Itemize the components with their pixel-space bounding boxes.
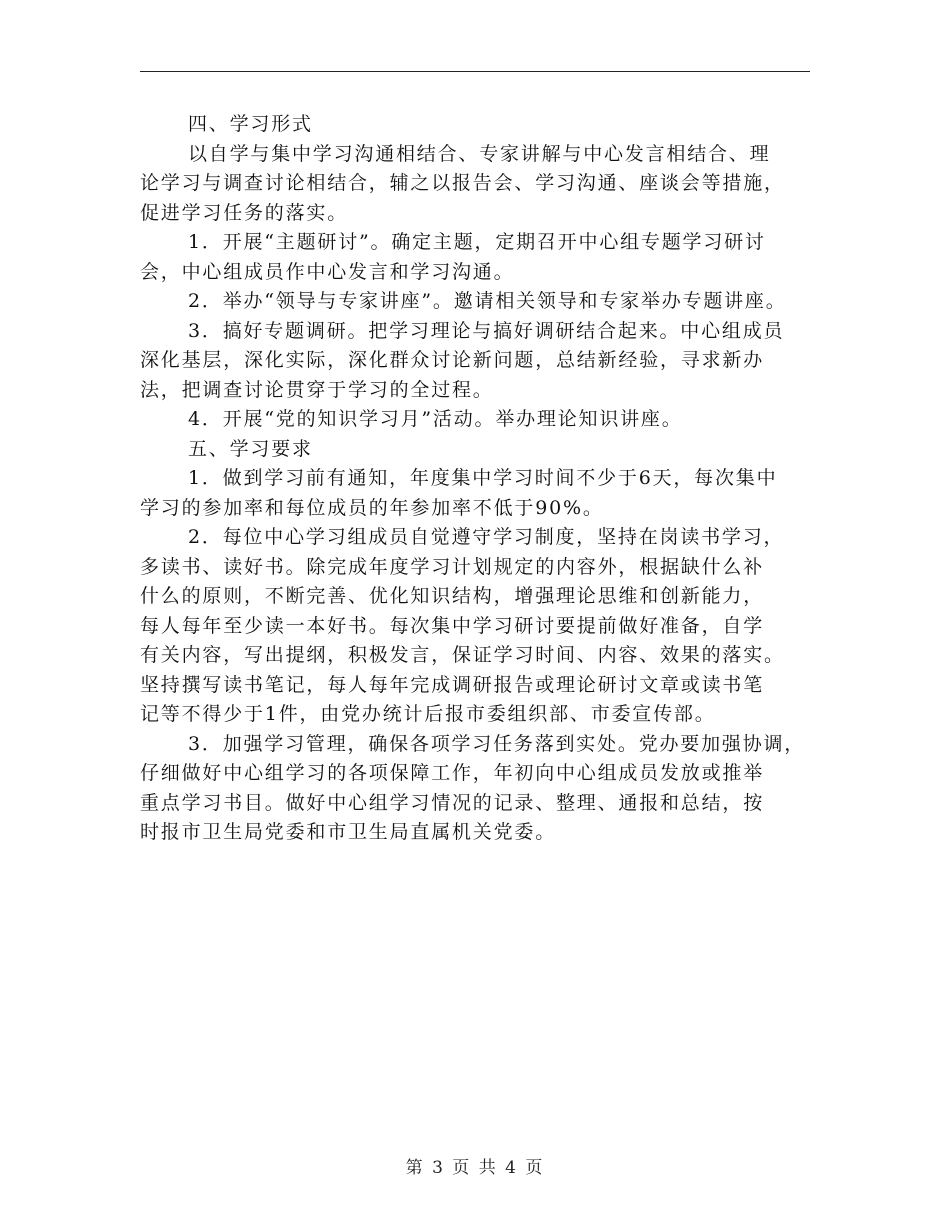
paragraph-line: 多读书、读好书。除完成年度学习计划规定的内容外，根据缺什么补 [140,555,765,578]
list-item-research: 3．搞好专题调研。把学习理论与搞好调研结合起来。中心组成员 [188,319,785,342]
list-item-topic-seminar: 1．开展“主题研讨”。确定主题，定期召开中心组专题学习研讨 [188,231,766,253]
paragraph-line: 以自学与集中学习沟通相结合、专家讲解与中心发言相结合、理 [188,142,771,165]
paragraph-line: 学习的参加率和每位成员的年参加率不低于90%。 [140,496,604,519]
section-heading-study-requirements: 五、学习要求 [188,437,313,460]
list-item-expert-lecture: 2．举办“领导与专家讲座”。邀请相关领导和专家举办专题讲座。 [188,290,787,312]
paragraph-line: 时报市卫生局党委和市卫生局直属机关党委。 [140,821,557,843]
paragraph-line: 重点学习书目。做好中心组学习情况的记录、整理、通报和总结，按 [140,791,765,814]
paragraph-line: 什么的原则，不断完善、优化知识结构，增强理论思维和创新能力， [140,585,765,607]
list-item-notice: 1．做到学习前有通知，年度集中学习时间不少于6天，每次集中 [188,467,778,489]
paragraph-line: 论学习与调查讨论相结合，辅之以报告会、学习沟通、座谈会等措施， [140,172,785,194]
list-item-study-management: 3．加强学习管理，确保各项学习任务落到实处。党办要加强协调， [188,732,806,755]
paragraph-line: 法，把调查讨论贯穿于学习的全过程。 [140,378,494,401]
paragraph-line: 深化基层，深化实际，深化群众讨论新问题，总结新经验，寻求新办 [140,349,765,371]
page-number: 第 3 页 共 4 页 [405,1158,545,1178]
list-item-study-discipline: 2．每位中心学习组成员自觉遵守学习制度，坚持在岗读书学习， [188,526,785,548]
list-item-knowledge-month: 4．开展“党的知识学习月”活动。举办理论知识讲座。 [188,408,683,430]
paragraph-line: 每人每年至少读一本好书。每次集中学习研讨要提前做好准备，自学 [140,614,765,637]
paragraph-line: 促进学习任务的落实。 [140,201,349,224]
paragraph-line: 会，中心组成员作中心发言和学习沟通。 [140,260,515,283]
paragraph-line: 有关内容，写出提纲，积极发言，保证学习时间、内容、效果的落实。 [140,644,785,666]
section-heading-study-form: 四、学习形式 [188,113,313,135]
paragraph-line: 坚持撰写读书笔记，每人每年完成调研报告或理论研讨文章或读书笔 [140,673,765,696]
paragraph-line: 记等不得少于1件，由党办统计后报市委组织部、市委宣传部。 [140,703,716,725]
header-rule [140,71,810,72]
paragraph-line: 仔细做好中心组学习的各项保障工作，年初向中心组成员发放或推举 [140,762,765,784]
document-body [140,110,824,848]
